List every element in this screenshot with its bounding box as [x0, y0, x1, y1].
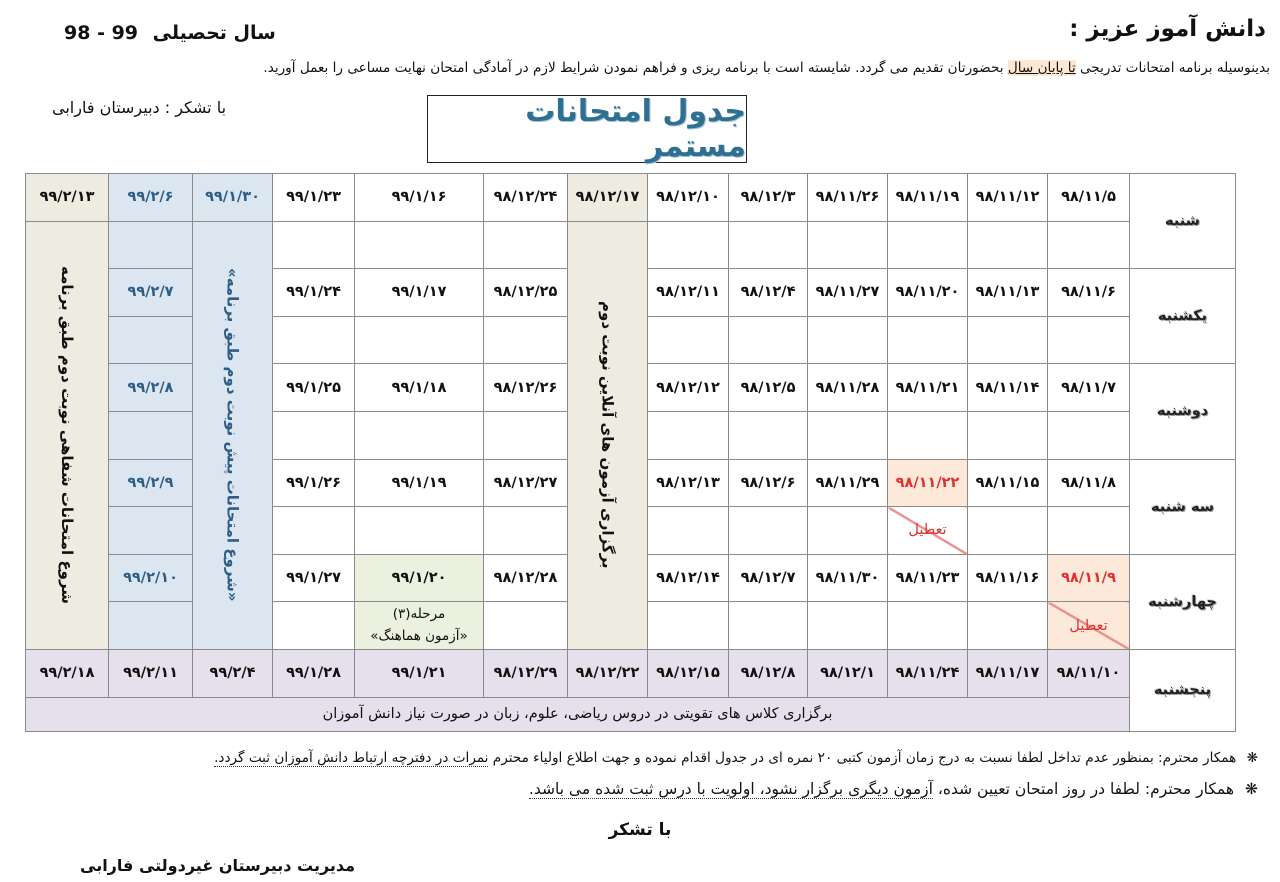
empty-cell [968, 411, 1048, 459]
empty-cell [484, 221, 568, 269]
day-monday: دوشنبه [1130, 364, 1236, 459]
date-cell: ۹۸/۱۱/۱۴ [968, 364, 1048, 412]
date-cell: ۹۹/۲/۴ [193, 649, 273, 697]
stage-exam-label: «آزمون هماهنگ» [370, 627, 468, 644]
stage-exam-cell [355, 602, 484, 650]
oral-exam-band [26, 221, 109, 649]
empty-cell [109, 507, 193, 555]
holiday-date-cell: ۹۸/۱۱/۲۲ [888, 459, 968, 507]
empty-cell [648, 411, 729, 459]
pre-exam-text: «شروع امتحانات پیش نوبت دوم طبق برنامه» [223, 268, 242, 603]
date-cell: ۹۸/۱۲/۱۳ [648, 459, 729, 507]
date-cell: ۹۸/۱۱/۲۸ [808, 364, 888, 412]
empty-cell [968, 316, 1048, 364]
holiday-label: تعطیل [1048, 602, 1130, 650]
empty-cell [888, 411, 968, 459]
empty-cell [355, 316, 484, 364]
date-cell: ۹۸/۱۲/۲۲ [568, 649, 648, 697]
thanks-line: با تشکر : دبیرستان فارابی [52, 98, 227, 117]
note2-prefix: همکار محترم: لطفا در روز امتحان تعیین شده، [932, 780, 1235, 798]
date-cell: ۹۸/۱۱/۱۰ [1048, 649, 1130, 697]
day-saturday: شنبه [1130, 174, 1236, 269]
empty-cell [808, 316, 888, 364]
empty-cell [808, 507, 888, 555]
empty-cell [273, 411, 355, 459]
empty-cell [1048, 411, 1130, 459]
date-cell: ۹۸/۱۱/۸ [1048, 459, 1130, 507]
date-cell: ۹۸/۱۱/۲۷ [808, 269, 888, 317]
date-cell: ۹۸/۱۲/۲۹ [484, 649, 568, 697]
date-cell: ۹۸/۱۱/۲۳ [888, 554, 968, 602]
exam-schedule-table [25, 173, 1236, 732]
date-cell: ۹۸/۱۲/۱ [808, 649, 888, 697]
date-cell: ۹۸/۱۲/۵ [729, 364, 808, 412]
date-cell: ۹۹/۱/۱۶ [355, 174, 484, 222]
oral-exam-text: شروع امتحانات شفاهی نوبت دوم طبق برنامه [58, 266, 76, 605]
page-title: جدول امتحانات مستمر [427, 95, 747, 163]
online-exam-text: برگزاری آزمون های آنلاین نوبت دوم [598, 301, 617, 570]
empty-cell [808, 221, 888, 269]
tutoring-note: برگزاری کلاس های تقویتی در دروس ریاضی، علوم، زبان در صورت نیاز دانش آموزان [26, 697, 1130, 731]
asterisk-icon: ❋ [1245, 780, 1258, 798]
empty-cell [648, 221, 729, 269]
empty-cell [109, 316, 193, 364]
date-cell: ۹۸/۱۱/۱۵ [968, 459, 1048, 507]
date-cell: ۹۹/۲/۶ [109, 174, 193, 222]
date-cell: ۹۸/۱۱/۶ [1048, 269, 1130, 317]
empty-cell [1048, 316, 1130, 364]
empty-cell [109, 221, 193, 269]
empty-cell [729, 411, 808, 459]
footer-note-2 [529, 780, 1258, 798]
empty-cell [1048, 507, 1130, 555]
school-year-label: سال تحصیلی [152, 22, 276, 44]
empty-cell [648, 507, 729, 555]
empty-cell [968, 507, 1048, 555]
empty-cell [484, 507, 568, 555]
date-cell: ۹۸/۱۲/۱۵ [648, 649, 729, 697]
date-cell: ۹۹/۱/۱۸ [355, 364, 484, 412]
date-cell: ۹۸/۱۱/۲۴ [888, 649, 968, 697]
table-row [26, 221, 1236, 269]
intro-paragraph [8, 60, 1270, 76]
date-cell: ۹۹/۱/۲۱ [355, 649, 484, 697]
date-cell: ۹۹/۱/۳۰ [193, 174, 273, 222]
empty-cell [484, 411, 568, 459]
school-year [64, 22, 276, 44]
empty-cell [273, 316, 355, 364]
empty-cell [109, 411, 193, 459]
intro-part1: بدینوسیله برنامه امتحانات تدریجی [1075, 60, 1270, 76]
pre-exam-band [193, 221, 273, 649]
date-cell: ۹۸/۱۲/۲۵ [484, 269, 568, 317]
date-cell: ۹۸/۱۱/۵ [1048, 174, 1130, 222]
date-cell: ۹۹/۱/۲۳ [273, 174, 355, 222]
date-cell: ۹۸/۱۱/۲۹ [808, 459, 888, 507]
stage-exam-date: ۹۹/۱/۲۰ [355, 554, 484, 602]
empty-cell [355, 411, 484, 459]
empty-cell [729, 602, 808, 650]
empty-cell [729, 507, 808, 555]
empty-cell [729, 316, 808, 364]
date-cell: ۹۹/۲/۷ [109, 269, 193, 317]
closing-thanks: با تشکر [608, 820, 672, 840]
date-cell: ۹۹/۲/۱۳ [26, 174, 109, 222]
date-cell: ۹۸/۱۲/۶ [729, 459, 808, 507]
empty-cell [273, 507, 355, 555]
empty-cell [1048, 221, 1130, 269]
note2-underlined: آزمون دیگری برگزار نشود، اولویت با درس ثبت شده می باشد. [528, 780, 933, 798]
holiday-label: تعطیل [888, 507, 968, 555]
date-cell: ۹۸/۱۱/۷ [1048, 364, 1130, 412]
date-cell: ۹۸/۱۲/۲۴ [484, 174, 568, 222]
date-cell: ۹۸/۱۱/۱۲ [968, 174, 1048, 222]
date-cell: ۹۸/۱۲/۱۰ [648, 174, 729, 222]
holiday-date-cell: ۹۸/۱۱/۹ [1048, 554, 1130, 602]
date-cell: ۹۹/۲/۸ [109, 364, 193, 412]
day-tuesday: سه شنبه [1130, 459, 1236, 554]
date-cell: ۹۸/۱۱/۱۹ [888, 174, 968, 222]
date-cell: ۹۹/۱/۲۸ [273, 649, 355, 697]
empty-cell [888, 602, 968, 650]
empty-cell [648, 602, 729, 650]
empty-cell [355, 507, 484, 555]
date-cell: ۹۹/۲/۹ [109, 459, 193, 507]
table-row [26, 649, 1236, 697]
date-cell: ۹۸/۱۱/۲۱ [888, 364, 968, 412]
date-cell: ۹۸/۱۱/۲۰ [888, 269, 968, 317]
asterisk-icon: ❋ [1246, 750, 1258, 766]
empty-cell [273, 602, 355, 650]
date-cell: ۹۸/۱۱/۲۶ [808, 174, 888, 222]
date-cell: ۹۸/۱۲/۲۶ [484, 364, 568, 412]
empty-cell [273, 221, 355, 269]
date-cell: ۹۹/۲/۱۰ [109, 554, 193, 602]
date-cell: ۹۸/۱۲/۴ [729, 269, 808, 317]
date-cell: ۹۸/۱۲/۲۷ [484, 459, 568, 507]
empty-cell [968, 221, 1048, 269]
empty-cell [484, 316, 568, 364]
empty-cell [355, 221, 484, 269]
date-cell: ۹۸/۱۲/۱۴ [648, 554, 729, 602]
note1-prefix: همکار محترم: بمنظور عدم تداخل لطفا نسبت به درج زمان آزمون کتبی ۲۰ نمره ای در جدول اقدام نموده و جهت اطلاع اولیاء محترم [488, 750, 1237, 766]
empty-cell [109, 602, 193, 650]
signature: مدیریت دبیرستان غیردولتی فارابی [80, 856, 356, 875]
date-cell: ۹۸/۱۱/۱۷ [968, 649, 1048, 697]
date-cell: ۹۹/۱/۱۷ [355, 269, 484, 317]
day-wednesday: چهارشنبه [1130, 554, 1236, 649]
school-year-value: 99 - 98 [64, 22, 139, 44]
date-cell: ۹۸/۱۲/۱۲ [648, 364, 729, 412]
note1-underlined: نمرات در دفترچه ارتباط دانش آموزان ثبت گردد. [214, 750, 489, 766]
date-cell: ۹۹/۱/۲۴ [273, 269, 355, 317]
date-cell: ۹۸/۱۲/۱۷ [568, 174, 648, 222]
empty-cell [808, 411, 888, 459]
date-cell: ۹۹/۱/۲۷ [273, 554, 355, 602]
table-row [26, 174, 1236, 222]
empty-cell [968, 602, 1048, 650]
date-cell: ۹۸/۱۱/۱۶ [968, 554, 1048, 602]
footer-note-1 [8, 750, 1258, 766]
day-sunday: یکشنبه [1130, 269, 1236, 364]
date-cell: ۹۹/۱/۱۹ [355, 459, 484, 507]
date-cell: ۹۸/۱۱/۱۳ [968, 269, 1048, 317]
intro-part2: بحضورتان تقدیم می گردد. شایسته است با برنامه ریزی و فراهم نمودن شرایط لازم در آمادگی امتحان نهایت مساعی را بعمل آورید. [263, 60, 1008, 76]
date-cell: ۹۸/۱۲/۸ [729, 649, 808, 697]
date-cell: ۹۹/۲/۱۸ [26, 649, 109, 697]
intro-highlight: تا پایان سال [1007, 60, 1076, 76]
empty-cell [484, 602, 568, 650]
date-cell: ۹۹/۱/۲۵ [273, 364, 355, 412]
empty-cell [729, 221, 808, 269]
date-cell: ۹۸/۱۲/۳ [729, 174, 808, 222]
date-cell: ۹۸/۱۱/۳۰ [808, 554, 888, 602]
date-cell: ۹۹/۲/۱۱ [109, 649, 193, 697]
greeting-heading: دانش آموز عزیز : [1069, 16, 1266, 42]
date-cell: ۹۸/۱۲/۱۱ [648, 269, 729, 317]
empty-cell [808, 602, 888, 650]
empty-cell [888, 221, 968, 269]
stage-label: مرحله(۳) [392, 606, 446, 623]
table-row [26, 697, 1236, 731]
date-cell: ۹۸/۱۲/۲۸ [484, 554, 568, 602]
online-exam-band [568, 221, 648, 649]
date-cell: ۹۸/۱۲/۷ [729, 554, 808, 602]
empty-cell [888, 316, 968, 364]
day-thursday: پنجشنبه [1130, 649, 1236, 731]
date-cell: ۹۹/۱/۲۶ [273, 459, 355, 507]
empty-cell [648, 316, 729, 364]
